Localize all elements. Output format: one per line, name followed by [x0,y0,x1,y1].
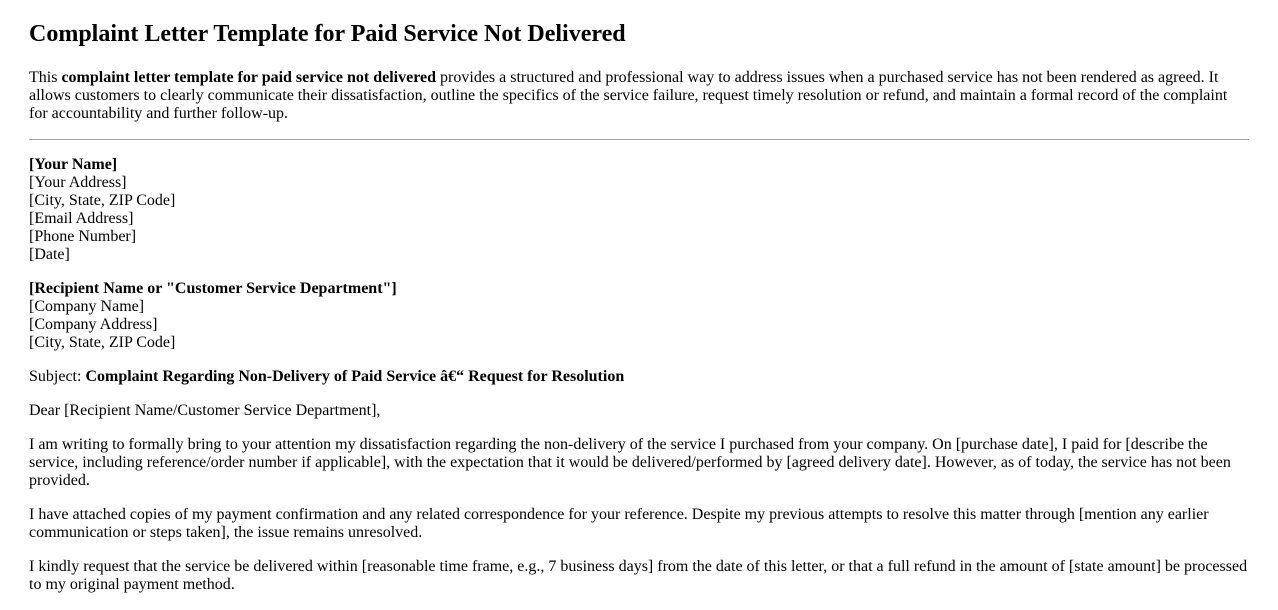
sender-name: [Your Name] [29,156,118,173]
sender-date: [Date] [29,246,70,263]
body-paragraph-3: I kindly request that the service be delivered within [reasonable time frame, e.g., 7 business days] from the date of this letter, or that a full refund in the amount of [state amount] be processed to my original payment method. [29,558,1248,593]
recipient-name: [Recipient Name or "Customer Service Department"] [29,280,397,297]
recipient-city-state-zip: [City, State, ZIP Code] [29,334,176,351]
intro-lead: This [29,69,62,86]
sender-address: [Your Address] [29,174,127,191]
recipient-address-block [29,280,1249,352]
intro-keyword: complaint letter template for paid service not delivered [61,69,437,86]
sender-email: [Email Address] [29,210,134,227]
section-divider [29,139,1249,140]
sender-city-state-zip: [City, State, ZIP Code] [29,192,176,209]
subject-text: Complaint Regarding Non-Delivery of Paid Service â€“ Request for Resolution [85,368,625,385]
intro-rest: provides a structured and professional way to address issues when a purchased service has not been rendered as agreed. It allows customers to clearly communicate their dissatisfaction, outline the specifics of the service failure, request timely resolution or refund, and maintain a formal record of the complaint for accountability and further follow-up. [29,69,1228,122]
document-page [29,21,1249,594]
subject-label: Subject: [29,368,86,385]
sender-phone: [Phone Number] [29,228,137,245]
recipient-company-address: [Company Address] [29,316,158,333]
recipient-company-name: [Company Name] [29,298,145,315]
page-title: Complaint Letter Template for Paid Service Not Delivered [29,21,626,47]
intro-paragraph [29,69,1249,123]
body-paragraph-2: I have attached copies of my payment confirmation and any related correspondence for your reference. Despite my previous attempts to resolve this matter through [mention any earlier communication or steps taken], the issue remains unresolved. [29,506,1209,541]
subject-line [29,368,1249,386]
sender-address-block [29,156,1249,264]
salutation: Dear [Recipient Name/Customer Service Department], [29,402,381,419]
body-paragraph-1: I am writing to formally bring to your attention my dissatisfaction regarding the non-delivery of the service I purchased from your company. On [purchase date], I paid for [describe the service, including reference/order number if applicable], with the expectation that it would be delivered/performed by [agreed delivery date]. However, as of today, the service has not been provided. [29,436,1231,489]
